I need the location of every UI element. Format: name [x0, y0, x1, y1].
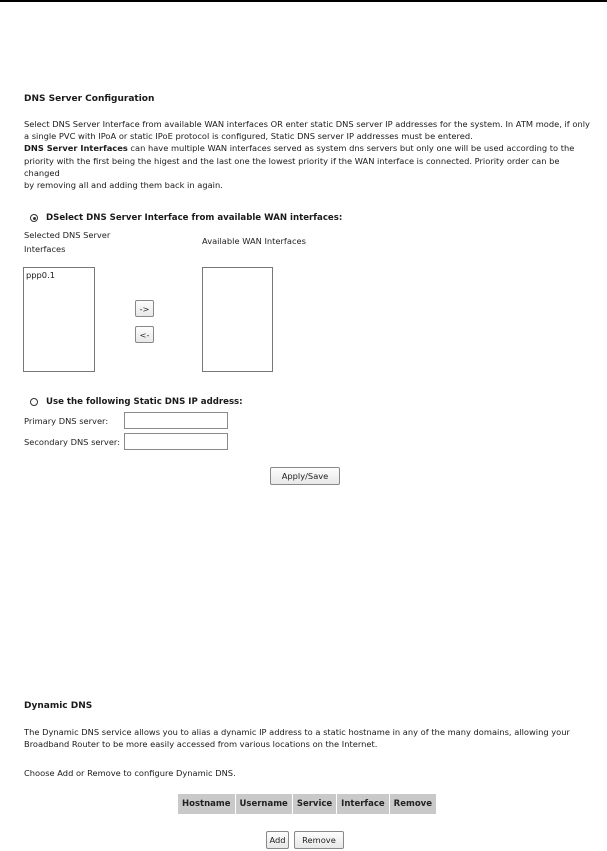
wan-interface-option-label: DSelect DNS Server Interface from available WAN interfaces:	[46, 213, 343, 223]
ddns-description	[24, 726, 590, 750]
dns-intro-line-1: Select DNS Server Interface from available WAN interfaces OR enter static DNS server IP addresses for the system. In ATM mode, if only	[24, 119, 590, 129]
ddns-description-line-1: The Dynamic DNS service allows you to alias a dynamic IP address to a static hostname in any of the many domains, allowing your	[24, 727, 570, 737]
ddns-table-header	[178, 794, 436, 814]
selected-interfaces-label-line-1: Selected DNS Server	[24, 230, 111, 240]
secondary-dns-label: Secondary DNS server:	[24, 437, 120, 447]
available-interfaces-label: Available WAN Interfaces	[202, 236, 306, 246]
primary-dns-input[interactable]	[124, 412, 228, 429]
remove-button[interactable]: Remove	[294, 831, 344, 849]
static-dns-radio[interactable]	[30, 398, 38, 406]
column-hostname: Hostname	[178, 794, 235, 814]
ddns-table	[178, 794, 436, 814]
primary-dns-label: Primary DNS server:	[24, 416, 109, 426]
top-border	[0, 0, 607, 2]
move-left-button[interactable]: <-	[135, 326, 154, 343]
dns-intro-line-2: a single PVC with IPoA or static IPoE protocol is configured, Static DNS server IP addresses must be entered.	[24, 131, 473, 142]
dns-intro	[24, 118, 590, 191]
dns-interfaces-text: can have multiple WAN interfaces served as system dns servers but only one will be used according to the	[127, 143, 575, 154]
ddns-section-title: Dynamic DNS	[24, 701, 93, 711]
apply-save-button[interactable]: Apply/Save	[270, 467, 340, 485]
dns-interfaces-line-2: priority with the first being the higest and the last one the lowest priority if the WAN interface is connected. Priority order can be changed	[24, 155, 560, 178]
available-interfaces-list[interactable]	[202, 267, 273, 372]
dns-interfaces-line-3: by removing all and adding them back in again.	[24, 180, 223, 191]
dns-section-title: DNS Server Configuration	[24, 94, 155, 104]
selected-interfaces-label	[24, 230, 110, 255]
add-button[interactable]: Add	[266, 831, 289, 849]
secondary-dns-input[interactable]	[124, 433, 228, 450]
static-dns-option[interactable]	[30, 397, 243, 407]
dns-interfaces-bold: DNS Server Interfaces	[24, 143, 128, 154]
wan-interface-radio[interactable]	[30, 214, 38, 222]
dns-interfaces-line-1	[24, 142, 590, 154]
selected-interfaces-label-line-2: Interfaces	[24, 244, 66, 254]
static-dns-option-label: Use the following Static DNS IP address:	[46, 397, 243, 407]
column-username: Username	[235, 794, 292, 814]
ddns-instruction: Choose Add or Remove to configure Dynamic DNS.	[24, 768, 236, 778]
column-service: Service	[292, 794, 336, 814]
column-remove: Remove	[389, 794, 436, 814]
selected-interface-item[interactable]: ppp0.1	[26, 270, 55, 280]
wan-interface-option[interactable]	[30, 213, 342, 223]
ddns-description-line-2: Broadband Router to be more easily accessed from various locations on the Internet.	[24, 739, 378, 750]
move-right-button[interactable]: ->	[135, 300, 154, 317]
selected-interfaces-list[interactable]	[23, 267, 95, 372]
column-interface: Interface	[337, 794, 389, 814]
